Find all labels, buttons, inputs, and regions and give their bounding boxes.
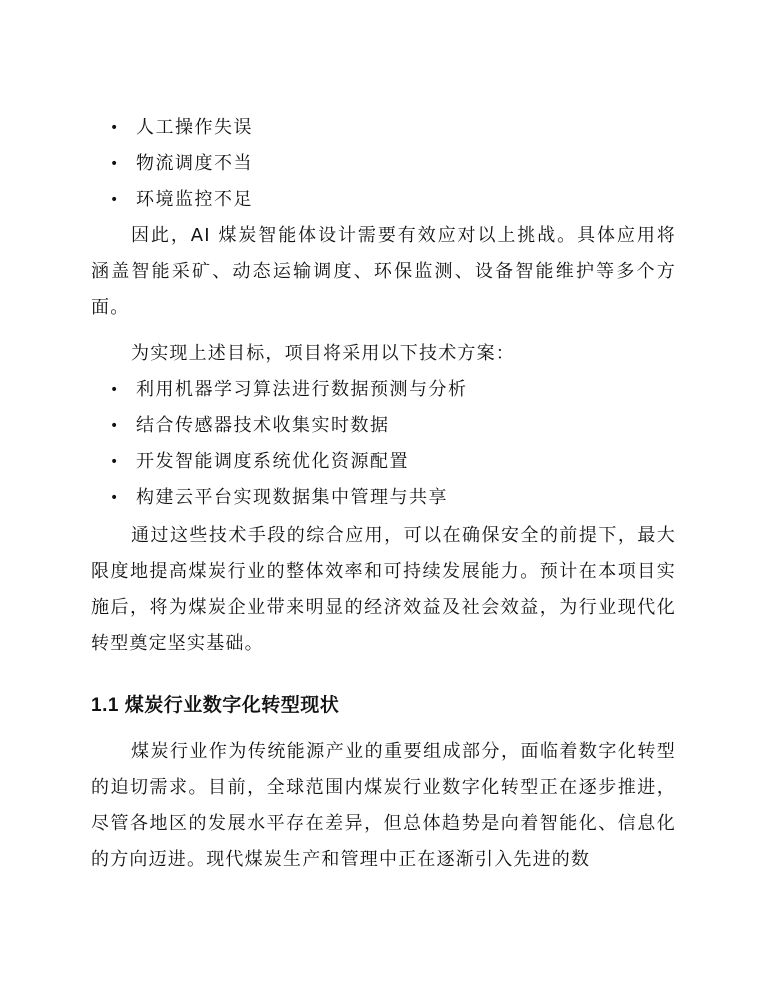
list-item-text: 人工操作失误 (136, 117, 253, 138)
paragraph-tech-intro: 为实现上述目标，项目将采用以下技术方案： (131, 343, 515, 364)
bullet-icon: • (110, 120, 120, 136)
paragraph-applications: 因此，AI 煤炭智能体设计需要有效应对以上挑战。具体应用将涵盖智能采矿、动态运输调度、环保监测、设备智能维护等多个方面。 (91, 225, 676, 318)
list-item (0, 480, 468, 516)
paragraph-outcome: 通过这些技术手段的综合应用，可以在确保安全的前提下，最大限度地提高煤炭行业的整体效率和可持续发展能力。预计在本项目实施后，将为煤炭企业带来明显的经济效益及社会效益，为行业现代化转型奠定坚实基础。 (91, 525, 676, 654)
list-item (0, 408, 468, 444)
list-item (0, 182, 253, 218)
list-item-text: 物流调度不当 (136, 153, 253, 174)
bullet-icon: • (110, 490, 120, 506)
list-item-text: 开发智能调度系统优化资源配置 (136, 451, 409, 472)
list-item (0, 146, 253, 182)
list-item-text: 结合传感器技术收集实时数据 (136, 415, 390, 436)
bullet-icon: • (110, 382, 120, 398)
tech-solution-list (0, 372, 468, 516)
paragraph-section-body: 煤炭行业作为传统能源产业的重要组成部分，面临着数字化转型的迫切需求。目前，全球范围内煤炭行业数字化转型正在逐步推进，尽管各地区的发展水平存在差异，但总体趋势是向着智能化、信息化的方向迈进。现代煤炭生产和管理中正在逐渐引入先进的数 (91, 741, 676, 870)
list-item-text: 环境监控不足 (136, 189, 253, 210)
challenge-list (0, 110, 253, 218)
list-item-text: 构建云平台实现数据集中管理与共享 (136, 487, 448, 508)
list-item (0, 110, 253, 146)
bullet-icon: • (110, 192, 120, 208)
bullet-icon: • (110, 156, 120, 172)
section-heading: 1.1 煤炭行业数字化转型现状 (91, 695, 340, 716)
list-item (0, 372, 468, 408)
list-item (0, 444, 468, 480)
bullet-icon: • (110, 418, 120, 434)
bullet-icon: • (110, 454, 120, 470)
list-item-text: 利用机器学习算法进行数据预测与分析 (136, 379, 468, 400)
